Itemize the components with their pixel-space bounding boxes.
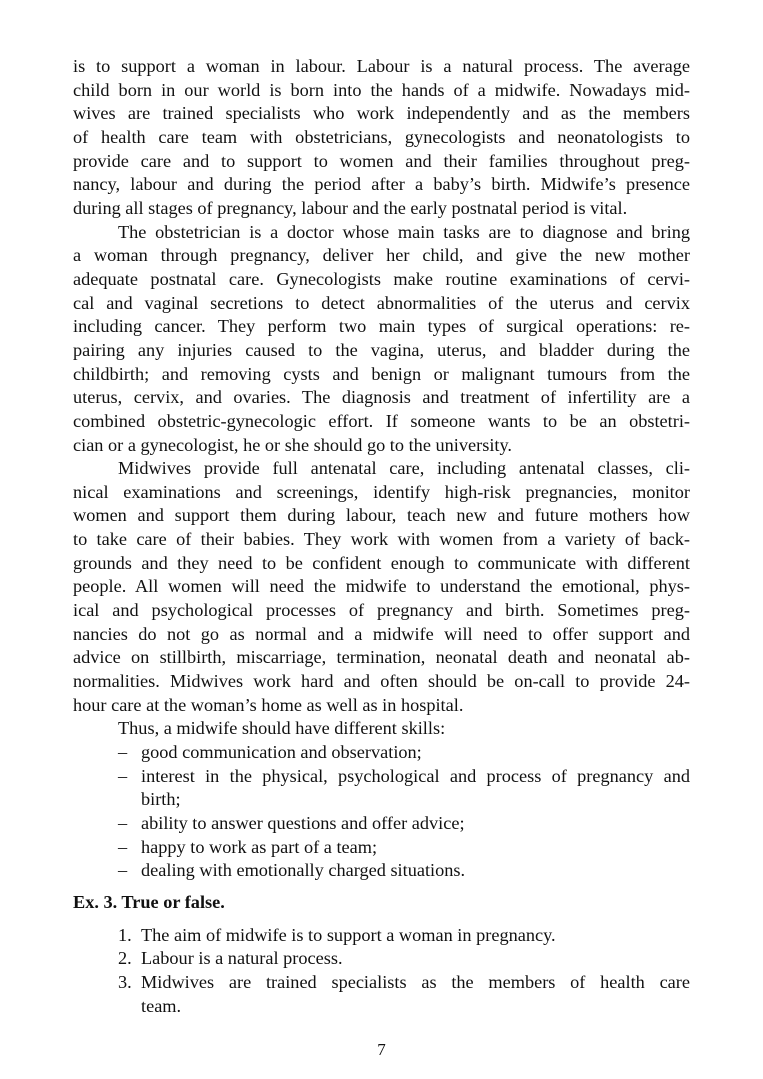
text-line: nancies do not go as normal and a midwife will need to offer support and bbox=[73, 623, 690, 644]
page-number: 7 bbox=[377, 1040, 386, 1059]
list-item-line bbox=[73, 859, 690, 883]
text-line: a woman through pregnancy, deliver her child, and give the new mother bbox=[73, 245, 690, 266]
exercise-heading: Ex. 3. True or false. bbox=[73, 892, 225, 913]
paragraph bbox=[73, 457, 690, 717]
paragraph bbox=[73, 55, 690, 221]
text-line: grounds and they need to be confident enough to communicate with different bbox=[73, 552, 690, 573]
list-item bbox=[73, 971, 690, 1018]
text-line: childbirth; and removing cysts and benign or malignant tumours from the bbox=[73, 363, 690, 384]
list-item-text: team. bbox=[141, 995, 182, 1016]
spacer bbox=[73, 883, 690, 892]
list-item-line bbox=[73, 947, 690, 971]
list-item-line bbox=[73, 971, 690, 995]
text-line: including cancer. They perform two main types of surgical operations: re- bbox=[73, 316, 690, 337]
list-item bbox=[73, 812, 690, 836]
list-marker: 3. bbox=[118, 971, 132, 992]
list-item-line bbox=[73, 812, 690, 836]
list-marker: – bbox=[118, 765, 128, 786]
text-line: Thus, a midwife should have different skills: bbox=[118, 718, 446, 739]
text-line: child born in our world is born into the hands of a midwife. Nowadays mid- bbox=[73, 79, 690, 100]
paragraph bbox=[73, 221, 690, 458]
text-line: normalities. Midwives work hard and often should be on-call to provide 24- bbox=[73, 671, 690, 692]
text-line: nical examinations and screenings, identify high-risk pregnancies, monitor bbox=[73, 481, 690, 502]
text-line: hour care at the woman’s home as well as in hospital. bbox=[73, 694, 464, 715]
list-marker: – bbox=[118, 813, 128, 833]
list-item-text: Labour is a natural process. bbox=[141, 948, 343, 969]
text-line: during all stages of pregnancy, labour and the early postnatal period is vital. bbox=[73, 197, 628, 218]
text-line: is to support a woman in labour. Labour is a natural process. The average bbox=[73, 56, 690, 76]
list-item-line bbox=[73, 741, 690, 765]
list-item-text: birth; bbox=[141, 789, 181, 810]
text-line: advice on stillbirth, miscarriage, termination, neonatal death and neonatal ab- bbox=[73, 647, 690, 668]
list-item-line bbox=[73, 788, 690, 812]
list-item bbox=[73, 836, 690, 860]
skills-list bbox=[73, 741, 690, 883]
text-line: uterus, cervix, and ovaries. The diagnosis and treatment of infertility are a bbox=[73, 387, 690, 408]
list-item bbox=[73, 765, 690, 812]
exercise-list bbox=[73, 924, 690, 1019]
list-marker: – bbox=[118, 836, 128, 857]
text-line: The obstetrician is a doctor whose main tasks are to diagnose and bring bbox=[118, 221, 690, 242]
list-item bbox=[73, 924, 690, 948]
text-line: cal and vaginal secretions to detect abnormalities of the uterus and cervix bbox=[73, 292, 690, 313]
list-item-line bbox=[73, 836, 690, 860]
list-item-text: good communication and observation; bbox=[141, 742, 422, 763]
document-body bbox=[73, 55, 690, 1018]
spacer bbox=[73, 915, 690, 924]
list-item-text: dealing with emotionally charged situations. bbox=[141, 860, 466, 881]
text-line: of health care team with obstetricians, gynecologists and neonatologists to bbox=[73, 126, 690, 147]
text-line: cian or a gynecologist, he or she should go to the university. bbox=[73, 434, 512, 455]
list-item-text: Midwives are trained specialists as the members of health care bbox=[141, 971, 690, 992]
paragraph bbox=[73, 717, 690, 741]
text-line: ical and psychological processes of pregnancy and birth. Sometimes preg- bbox=[73, 600, 690, 621]
list-marker: – bbox=[118, 742, 128, 763]
text-line: provide care and to support to women and their families throughout preg- bbox=[73, 150, 690, 171]
list-item-line bbox=[73, 995, 690, 1019]
list-item-line bbox=[73, 924, 690, 948]
list-item bbox=[73, 947, 690, 971]
list-marker: 1. bbox=[118, 924, 132, 945]
text-line: nancy, labour and during the period after a baby’s birth. Midwife’s presence bbox=[73, 174, 690, 195]
text-line: pairing any injuries caused to the vagina, uterus, and bladder during the bbox=[73, 339, 690, 360]
list-item bbox=[73, 859, 690, 883]
list-item-text: happy to work as part of a team; bbox=[141, 836, 378, 857]
text-line: wives are trained specialists who work independently and as the members bbox=[73, 103, 690, 124]
text-line: Midwives provide full antenatal care, including antenatal classes, cli- bbox=[118, 458, 690, 479]
text-line: people. All women will need the midwife to understand the emotional, phys- bbox=[73, 576, 690, 597]
text-line: women and support them during labour, teach new and future mothers how bbox=[73, 505, 690, 526]
list-item-text: interest in the physical, psychological and process of pregnancy and bbox=[141, 765, 690, 786]
list-item-line bbox=[73, 765, 690, 789]
list-item-text: ability to answer questions and offer advice; bbox=[141, 813, 465, 833]
list-marker: – bbox=[118, 860, 128, 881]
text-line: combined obstetric-gynecologic effort. If someone wants to be an obstetri- bbox=[73, 410, 690, 431]
list-item-text: The aim of midwife is to support a woman in pregnancy. bbox=[141, 924, 556, 945]
text-line: to take care of their babies. They work with women from a variety of back- bbox=[73, 529, 690, 550]
list-marker: 2. bbox=[118, 948, 132, 969]
list-item bbox=[73, 741, 690, 765]
text-line: adequate postnatal care. Gynecologists make routine examinations of cervi- bbox=[73, 268, 690, 289]
